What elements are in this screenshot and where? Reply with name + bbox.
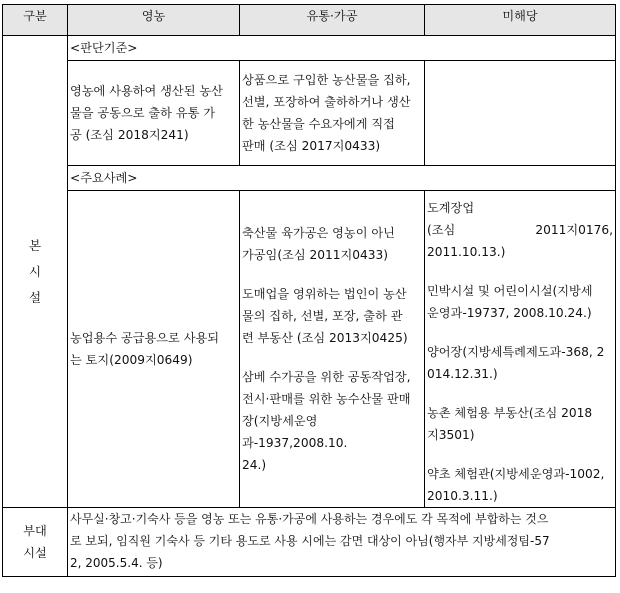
header-not-applicable: 미해당 [425, 5, 616, 36]
examples-section-title: <주요사례> [68, 166, 616, 191]
aux-facility-text: 사무실·창고·기숙사 등을 영농 또는 유통·가공에 사용하는 경우에도 각 목적에 부합하는 것으 로 보되, 임직원 기숙사 등 기타 용도로 사용 시에는 감면 대상이 아님(행자부 지방세정팀-57 2, 2005.5.4. 등) [68, 508, 616, 577]
criteria-row [3, 61, 616, 166]
criteria-farming-cell: 영농에 사용하여 생산된 농산 물을 공동으로 출하 유통 가 공 (조심 2018지241) [68, 61, 240, 166]
header-category: 구분 [3, 5, 68, 36]
criteria-section-title: <판단기준> [68, 36, 616, 61]
examples-not-applicable-cell: 도계장업 (조심 2011지0176, 2011.10.13.) 민박시설 및 어린이시설(지방세 운영과-19737, 2008.10.24.) 양어장(지방세특례제도과-368, 2 014.12.31.) 농촌 체험용 부동산(조심 2018 지3501) 약초 체험관(지방세운영과-1002, 2010.3.11.) [425, 191, 616, 508]
criteria-not-applicable-cell [425, 61, 616, 166]
main-facility-label: 본 시 설 [3, 36, 68, 508]
reduction-criteria-table [2, 4, 616, 577]
criteria-title-row [3, 36, 616, 61]
aux-facility-row [3, 508, 616, 577]
examples-farming-cell: 농업용수 공급용으로 사용되 는 토지(2009지0649) [68, 191, 240, 508]
examples-row [3, 191, 616, 508]
criteria-distribution-cell: 상품으로 구입한 농산물을 집하, 선별, 포장하여 출하하거나 생산 한 농산물을 수요자에게 직접 판매 (조심 2017지0433) [240, 61, 425, 166]
examples-distribution-cell: 축산물 육가공은 영농이 아닌 가공임(조심 2011지0433) 도매업을 영위하는 법인이 농산 물의 집하, 선별, 포장, 출하 관 련 부동산 (조심 2013지0425) 삼베 수가공을 위한 공동작업장, 전시·판매를 위한 농수산물 판매 장(지방세운영과-1937,2008.10. 24.) [240, 191, 425, 508]
table-header-row [3, 5, 616, 36]
header-distribution: 유통·가공 [240, 5, 425, 36]
header-farming: 영농 [68, 5, 240, 36]
aux-facility-label: 부대 시설 [3, 508, 68, 577]
examples-title-row [3, 166, 616, 191]
